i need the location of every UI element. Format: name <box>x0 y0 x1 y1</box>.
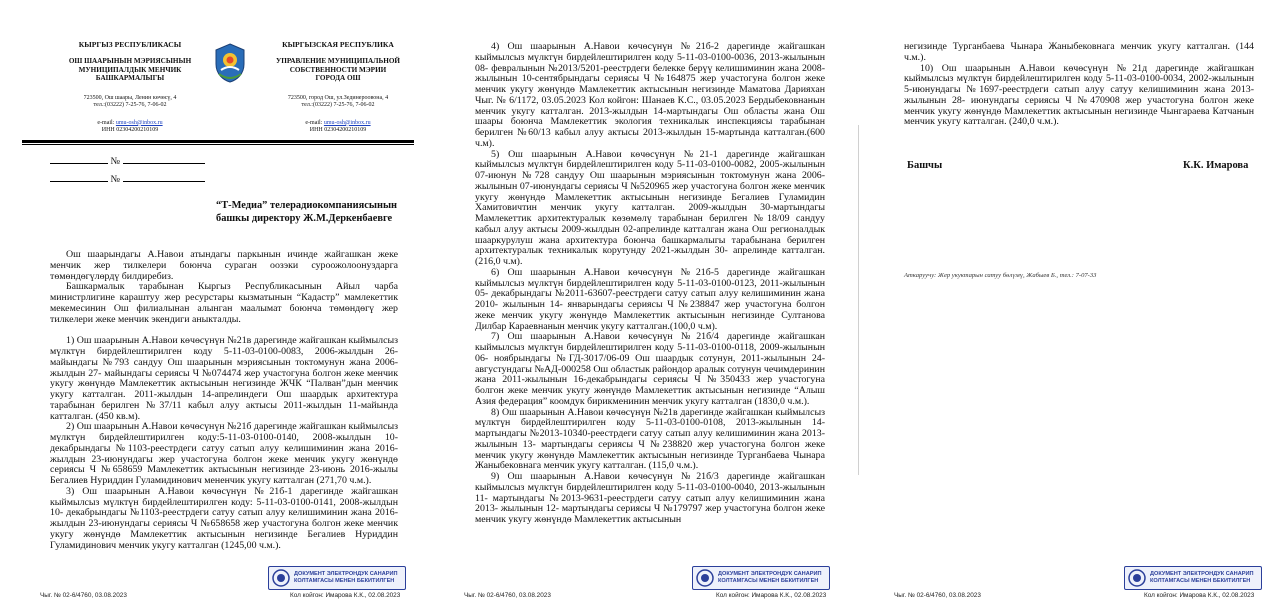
footer-signed-by: Кол койгон: Имарова К.К., 02.08.2023 <box>716 592 827 599</box>
paragraph: 2) Ош шаарынын А.Навои көчөсүнүн №21б дарегинде жайгашкан кыймылсыз мүлктүн бирдейлештирилген коду:5-11-03-0100-0140, 2008-жылдын 10-декабрындагы №1103-реестрдеги сатуу сатып алуу келишиминин жана 2016-жылдын 23-июнундагы жер участогуна болгон жеке менчик укугу жөнүндө сериясы Ч №658659 Мамлекеттик актысынын негизинде 23-июнь 2016-жылы Бегалиев Нуриддин Гуламидинович мененчик укугу катталган (271,70 ч.м.). <box>50 421 398 486</box>
e-signature-stamp <box>692 566 830 590</box>
header-country-ky: КЫРГЫЗ РЕСПУБЛИКАСЫ <box>78 40 182 49</box>
stamp-line-2: КОЛТАМГАСЫ МЕНЕН БЕКИТИЛГЕН <box>718 578 819 584</box>
header-address-ru: 723500, город Ош, ул.Зединероовона, 4 <box>287 94 389 101</box>
letter-body-page-1 <box>50 250 398 551</box>
header-address-ky: 723500, Ош шаары, Ленин көчөсү, 4 <box>83 94 177 101</box>
letter-body-page-3 <box>904 42 1254 128</box>
header-phone-ky: тел.:(03222) 7-25-76, 7-06-02 <box>93 102 167 109</box>
paragraph: 6) Ош шаарынын А.Навои көчөсүнүн №21б-5 дарегинде жайгашкан кыймылсыз мүлктүн бирдейлештирилген коду 5-11-03-0100-0123, 2011-жылынын 05- декабрындагы №2011-63607-реестрдеги сатуу сатып алуу келишиминин жана 2010- жылынын 14- январындагы сериясы Ч №238847 жер участогуна болгон жеке менчик укугу жөнүндө Мамлекеттик актысынын негизинде Султанова Дилбар Караевнанын менчик укугу катталган.(100,0 ч.м). <box>475 266 825 332</box>
header-divider <box>22 140 414 143</box>
addressee <box>216 200 416 225</box>
signature-name: К.К. Имарова <box>1183 160 1249 171</box>
header-country-ru: КЫРГЫЗСКАЯ РЕСПУБЛИКА <box>282 40 394 49</box>
stamp-line-1: ДОКУМЕНТ ЭЛЕКТРОНДУК САНАРИП <box>718 571 822 578</box>
footer-signed-by: Кол койгон: Имарова К.К., 02.08.2023 <box>290 592 401 599</box>
document-page-1 <box>0 0 430 614</box>
header-org-ru-1: УПРАВЛЕНИЕ МУНИЦИПАЛЬНОЙ <box>275 57 401 65</box>
footer-signed-by: Кол койгон: Имарова К.К., 02.08.2023 <box>1144 592 1255 599</box>
stamp-line-2: КОЛТАМГАСЫ МЕНЕН БЕКИТИЛГЕН <box>1150 578 1251 584</box>
footer-outgoing-number: Чыг. № 02-6/4760, 03.08.2023 <box>464 592 551 599</box>
performer-note: Аткаруучу: Жер укуктарын сатуу бөлүмү, Жабыев Б., тел.: 7-07-33 <box>904 272 1097 279</box>
header-divider-thin <box>22 144 414 145</box>
page-separator <box>858 125 859 475</box>
e-signature-stamp <box>268 566 406 590</box>
emblem-seal-icon <box>1128 569 1146 587</box>
paragraph: 9) Ош шаарынын А.Навои көчөсүнүн №21б/3 дарегинде жайгашкан кыймылсыз мүлктүн бирдейлештирилген коду 5-11-03-0100-0040, 2013-жылынын 11- мартындагы №2013-9631-реестрдеги сатуу сатып алуу келишиминин жана 2013- жылынын 12- мартындагы сериясы Ч №179797 жер участогуна болгон жеке менчик укугу жөнүндө Мамлекеттик актысынын <box>475 471 825 525</box>
number-sign: № <box>110 174 121 185</box>
number-sign: № <box>110 156 121 167</box>
header-kyrgyz <box>40 40 220 134</box>
emblem-seal-icon <box>272 569 290 587</box>
stamp-line-1: ДОКУМЕНТ ЭЛЕКТРОНДУК САНАРИП <box>294 571 398 578</box>
footer-outgoing-number: Чыг. № 02-6/4760, 03.08.2023 <box>40 592 127 599</box>
header-inn-ru: ИНН 02304200210109 <box>309 127 367 133</box>
addressee-line-2: башкы директору Ж.М.Деркенбаевге <box>216 212 393 224</box>
email-link-ky[interactable]: umu-osh@inbox.ru <box>115 119 163 126</box>
header-org-ky-1: ОШ ШААРЫНЫН МЭРИЯСЫНЫН <box>68 57 192 65</box>
paragraph: 1) Ош шаарынын А.Навои көчөсүнүн №21в дарегинде жайгашкан кыймылсыз мүлктүн бирдейлештирилген коду 5-11-03-0100-0083, 2006-жылдын 26-майындагы №793 сандуу Ош шаарынын мэриясынын токтомунун жана 2006- жылдын 27- майындагы сериясы Ч №074474 жер участогуна болгон жеке менчик укугу жөнүндө Мамлекеттик актысынын негизинде ЖЧК “Палван”дын менчик укугу катталган. 2011-жылдын 14-апрелиндеги Ош шаардык архитектура тарабынан берилген №37/11 кабыл алуу актысы 2011-жылдын 11-майында катталган. (450 кв.м). <box>50 335 398 422</box>
e-signature-stamp <box>1124 566 1262 590</box>
reference-number-line <box>50 172 205 185</box>
email-link-ru[interactable]: umu-osh@inbox.ru <box>323 119 371 126</box>
document-page-2 <box>430 0 860 614</box>
email-label: e-mail: <box>305 119 323 126</box>
addressee-line-1: “Т-Медиа” телерадиокомпаниясынын <box>216 200 398 211</box>
header-russian <box>248 40 428 134</box>
header-inn-ky: ИНН 02304200210109 <box>101 127 159 133</box>
header-org-ru-2: СОБСТВЕННОСТИ МЭРИИ <box>289 65 387 74</box>
paragraph: Ош шаарындагы А.Навои атындагы паркынын ичинде жайгашкан жеке менчик жер тилкелери боюнча сураган оозэки суроожолоонуздарга төмөндөгүлөрдү билдиребиз. <box>50 249 398 282</box>
paragraph: негизинде Турганбаева Чынара Жаныбековнага менчик укугу катталган. (144 ч.м.). <box>904 41 1254 63</box>
emblem-seal-icon <box>696 569 714 587</box>
paragraph: 10) Ош шаарынын А.Навои көчөсүнүн №21д дарегинде жайгашкан кыймылсыз мүлктүн бирдейлештирилген коду 5-11-03-0100-0034, 2002-жылынын 5-июнундагы №1697-реестрдеги сатып алуу сатуу келишиминин жана 2013-жылынын 28- июнундагы сериясы Ч №470908 жер участогуна болгон жеке менчик укугу жөнүндө Мамлекеттик актысынын негизинде Чынгараева Катчанын менчик укугу катталган. (240,0 ч.м.). <box>904 62 1254 128</box>
header-org-ky-2: МУНИЦИПАЛДЫК МЕНЧИК <box>78 65 182 74</box>
paragraph: 5) Ош шаарынын А.Навои көчөсүнүн №21-1 дарегинде жайгашкан кыймылсыз мүлктүн бирдейлештирилген коду 5-11-03-0100-0082, 2005-жылынын 07-июнун №728 сандуу Ош шаарынын мэриясынын токтомунун жана 2006-жылынын 07-июнундагы сериясы Ч №520965 жер участогуна болгон жеке менчик укугу жөнүндө Мамлекеттик актысынын негизинде Бегалиев Гуламидин Хамитовичтин менчик укугу катталган. 2009-жылдын 30-мартындагы Мамлекеттик архитектуралык көзөмөлү тарабынан берилген №18/09 сандуу кабыл алуу актысы 2009-жылдын 02-апрелинде катталган жана Ош регионалдык шааркурулуш жана архитектура боюнча башкармалыгы тарабынана берилген архитектуралык техникалык корутунду 2021-жылдын 30- апрелинде катталган.(216,0 ч.м). <box>475 148 825 267</box>
stamp-line-1: ДОКУМЕНТ ЭЛЕКТРОНДУК САНАРИП <box>1150 571 1254 578</box>
paragraph: 4) Ош шаарынын А.Навои көчөсүнүн №21б-2 дарегинде жайгашкан кыймылсыз мүлктүн бирдейлештирилген коду 5-11-03-0100-0036, 2013-жылынын 08- февралынын №2013/5201-реестрдеги белекке берүү келишиминин жана 2008- жылынын 10-сентябрындагы сериясы Ч №164875 жер участогуна болгон жеке менчик укугу жөнүндө Мамлекеттик актысынын негизинде Маматова Дарияхан Чыг. № 6/1172, 03.05.2023 Кол койгон: Шанаев К.С., 03.05.2023 Бердыбековнанын менчик укугу катталган. 2013-жылдын 14-мартындагы Ош областы жана Ош шаары боюнча Мамлекеттик экология техникалык инспекциясы тарабынан берилген №60/13 кабыл алуу актысы 2013-жылдын 15-мартында катталган.(600 ч.м). <box>475 41 825 149</box>
paragraph: 7) Ош шаарынын А.Навои көчөсүнүн №21б/4 дарегинде жайгашкан кыймылсыз мүлктүн бирдейлештирилген коду 5-11-03-0100-0118, 2009-жылынын 06- ноябрындагы №ГД-3017/06-09 Ош шаардык сотунун, 2011-жылынын 24- августундагы №АД-000258 Ош областык райондор аралык сотунун чечимдеринин жана 2011-жылынын 16-декабрындагы сериясы Ч №350433 жер участогуна болгон жеке менчик укугу жөнүндө Мамлекеттик актысынын негизинде “Алыш Азия федерация” коомдук бирикменинин менчик укугу катталган (1830,0 ч.м.). <box>475 331 825 407</box>
header-org-ky-3: БАШКАРМАЛЫГЫ <box>95 74 165 83</box>
footer-outgoing-number: Чыг. № 02-6/4760, 03.08.2023 <box>894 592 981 599</box>
document-page-3 <box>860 0 1280 614</box>
paragraph: 8) Ош шаарынын А.Навои көчөсүнүн №21в дарегинде жайгашкан кыймылсыз мүлктүн бирдейлештирилген коду 5-11-03-0100-0108, 2013-жылынын 14-мартындагы №2013-10340-реестрдеги сатуу сатып алуу келишиминин жана 2013-жылынын 13- мартындагы сериясы Ч №238820 жер участогуна болгон жеке менчик укугу жөнүндө Мамлекеттик актысынын негизинде Турганбаева Чынара Жаныбековнага менчик укугу катталган. (115,0 ч.м.). <box>475 406 825 472</box>
letter-body-page-2 <box>475 42 825 526</box>
signature-title: Башчы <box>907 160 943 171</box>
stamp-line-2: КОЛТАМГАСЫ МЕНЕН БЕКИТИЛГЕН <box>294 578 395 584</box>
registration-number-line <box>50 154 205 167</box>
state-emblem-icon <box>213 42 247 84</box>
email-label: e-mail: <box>97 119 115 126</box>
header-org-ru-3: ГОРОДА ОШ <box>315 74 361 83</box>
paragraph: Башкармалык тарабынан Кыргыз Республикасынын Айыл чарба министрлигине караштуу жер ресурстары кызматынын “Кадастр” мамлекеттик мекемесинин Ош филиалынан алынган маалымат боюнча төмөндөгү жер тилкелери жеке менчик экендиги аныкталды. <box>50 281 398 325</box>
header-phone-ru: тел.:(03222) 7-25-76, 7-06-02 <box>301 102 375 109</box>
paragraph: 3) Ош шаарынын А.Навои көчөсүнүн №21б-1 дарегинде жайгашкан кыймылсыз мүлктүн бирдейлештирилген коду: 5-11-03-0100-0141, 2008-жылдын 10- декабрындагы №1103-реестрдеги сатуу сатып алуу келишиминин жана 2016-жылдын 23-июнундагы сериясы Ч №658658 жер участогуна болгон жеке менчик укугу жөнүндө Мамлекеттик актысынын негизинде Бегалиев Нуриддин Гуламидинович менчик укугу катталган (1245,00 ч.м.). <box>50 485 398 551</box>
